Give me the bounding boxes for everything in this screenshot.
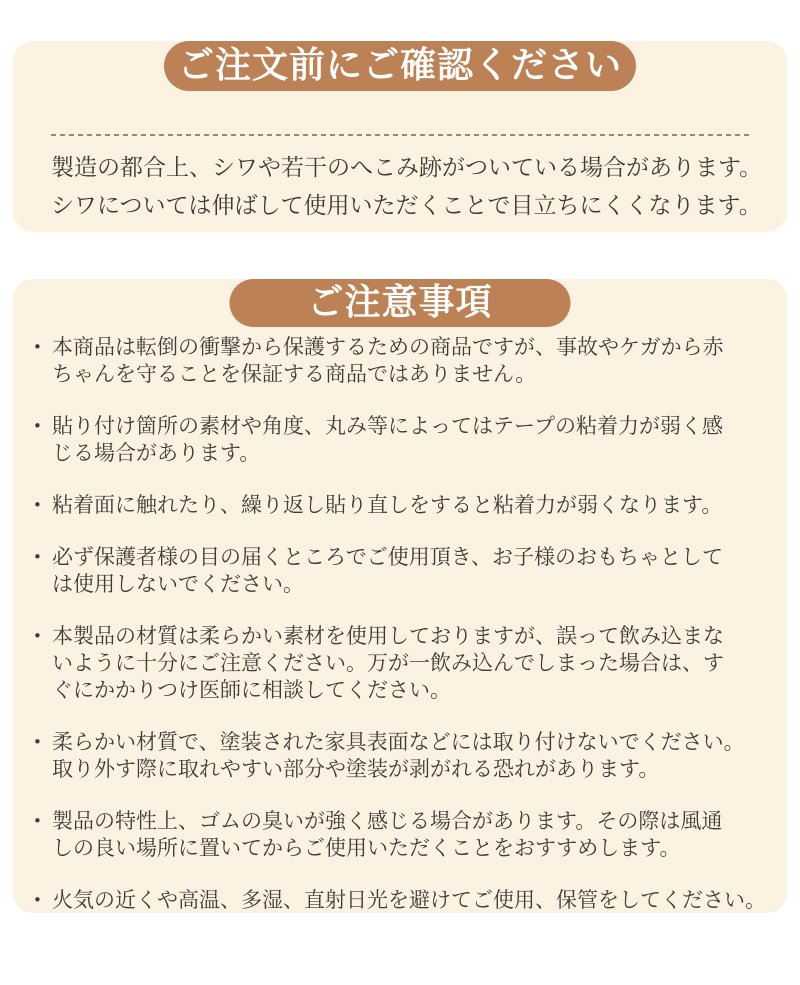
notice-item-line: 本商品は転倒の衝撃から保護するための商品ですが、事故やケガから赤 bbox=[52, 335, 724, 359]
notice-item-text bbox=[52, 544, 774, 598]
notice-item-text bbox=[52, 729, 774, 783]
pre-order-text-line: 製造の都合上、シワや若干のへこみ跡がついている場合があります。 bbox=[51, 155, 763, 181]
notice-item-text bbox=[52, 334, 774, 388]
notice-list bbox=[33, 334, 774, 914]
notice-item bbox=[33, 623, 774, 704]
notice-item-line: は使用しないでください。 bbox=[52, 572, 304, 596]
bullet-icon: • bbox=[33, 548, 42, 566]
pre-order-text bbox=[51, 149, 763, 225]
bullet-icon: • bbox=[33, 733, 42, 751]
notice-item-text bbox=[52, 887, 774, 914]
pre-order-title-banner bbox=[164, 41, 636, 91]
bullet-icon: • bbox=[33, 417, 42, 435]
notice-item bbox=[33, 887, 774, 914]
notice-item-line: 取り外す際に取れやすい部分や塗装が剥がれる恐れがあります。 bbox=[52, 757, 660, 781]
notice-item-line: いように十分にご注意ください。万が一飲み込んでしまった場合は、す bbox=[52, 651, 724, 675]
notice-item-line: 柔らかい材質で、塗装された家具表面などには取り付けないでください。 bbox=[52, 730, 745, 754]
pre-order-text-line: シワについては伸ばして使用いただくことで目立ちにくくなります。 bbox=[51, 193, 762, 219]
notice-item-line: 貼り付け箇所の素材や角度、丸み等によってはテープの粘着力が弱く感 bbox=[52, 414, 723, 438]
bullet-icon: • bbox=[33, 891, 42, 909]
bullet-icon: • bbox=[33, 338, 42, 356]
bullet-icon: • bbox=[33, 812, 42, 830]
notice-item bbox=[33, 413, 774, 467]
notice-item bbox=[33, 492, 774, 519]
notice-item-line: 必ず保護者様の目の届くところでご使用頂き、お子様のおもちゃとして bbox=[52, 545, 723, 569]
dotted-divider bbox=[51, 134, 749, 136]
pre-order-section bbox=[13, 41, 787, 232]
notice-item-line: ぐにかかりつけ医師に相談してください。 bbox=[52, 678, 451, 702]
notice-title-banner bbox=[229, 279, 570, 327]
bullet-icon: • bbox=[33, 496, 42, 514]
notice-item-text bbox=[52, 492, 774, 519]
notice-item bbox=[33, 334, 774, 388]
notice-item-line: じる場合があります。 bbox=[52, 441, 261, 465]
notice-item bbox=[33, 808, 774, 862]
notice-item-line: 本製品の材質は柔らかい素材を使用しておりますが、誤って飲み込まな bbox=[52, 624, 724, 648]
notice-section bbox=[13, 279, 787, 913]
notice-card bbox=[13, 279, 787, 913]
pre-order-title: ご注文前にご確認ください bbox=[177, 45, 623, 86]
notice-item-line: 火気の近くや高温、多湿、直射日光を避けてご使用、保管をしてください。 bbox=[52, 888, 766, 912]
notice-item-text bbox=[52, 413, 774, 467]
notice-item-text bbox=[52, 623, 774, 704]
notice-item-line: 製品の特性上、ゴムの臭いが強く感じる場合があります。その際は風通 bbox=[52, 809, 723, 833]
notice-item-line: 粘着面に触れたり、繰り返し貼り直しをすると粘着力が弱くなります。 bbox=[52, 493, 723, 517]
notice-item-line: ちゃんを守ることを保証する商品ではありません。 bbox=[52, 362, 537, 386]
notice-item-line: しの良い場所に置いてからご使用いただくことをおすすめします。 bbox=[52, 836, 681, 860]
bullet-icon: • bbox=[33, 627, 42, 645]
notice-title: ご注意事項 bbox=[307, 282, 493, 323]
notice-item bbox=[33, 729, 774, 783]
notice-item-text bbox=[52, 808, 774, 862]
notice-item bbox=[33, 544, 774, 598]
